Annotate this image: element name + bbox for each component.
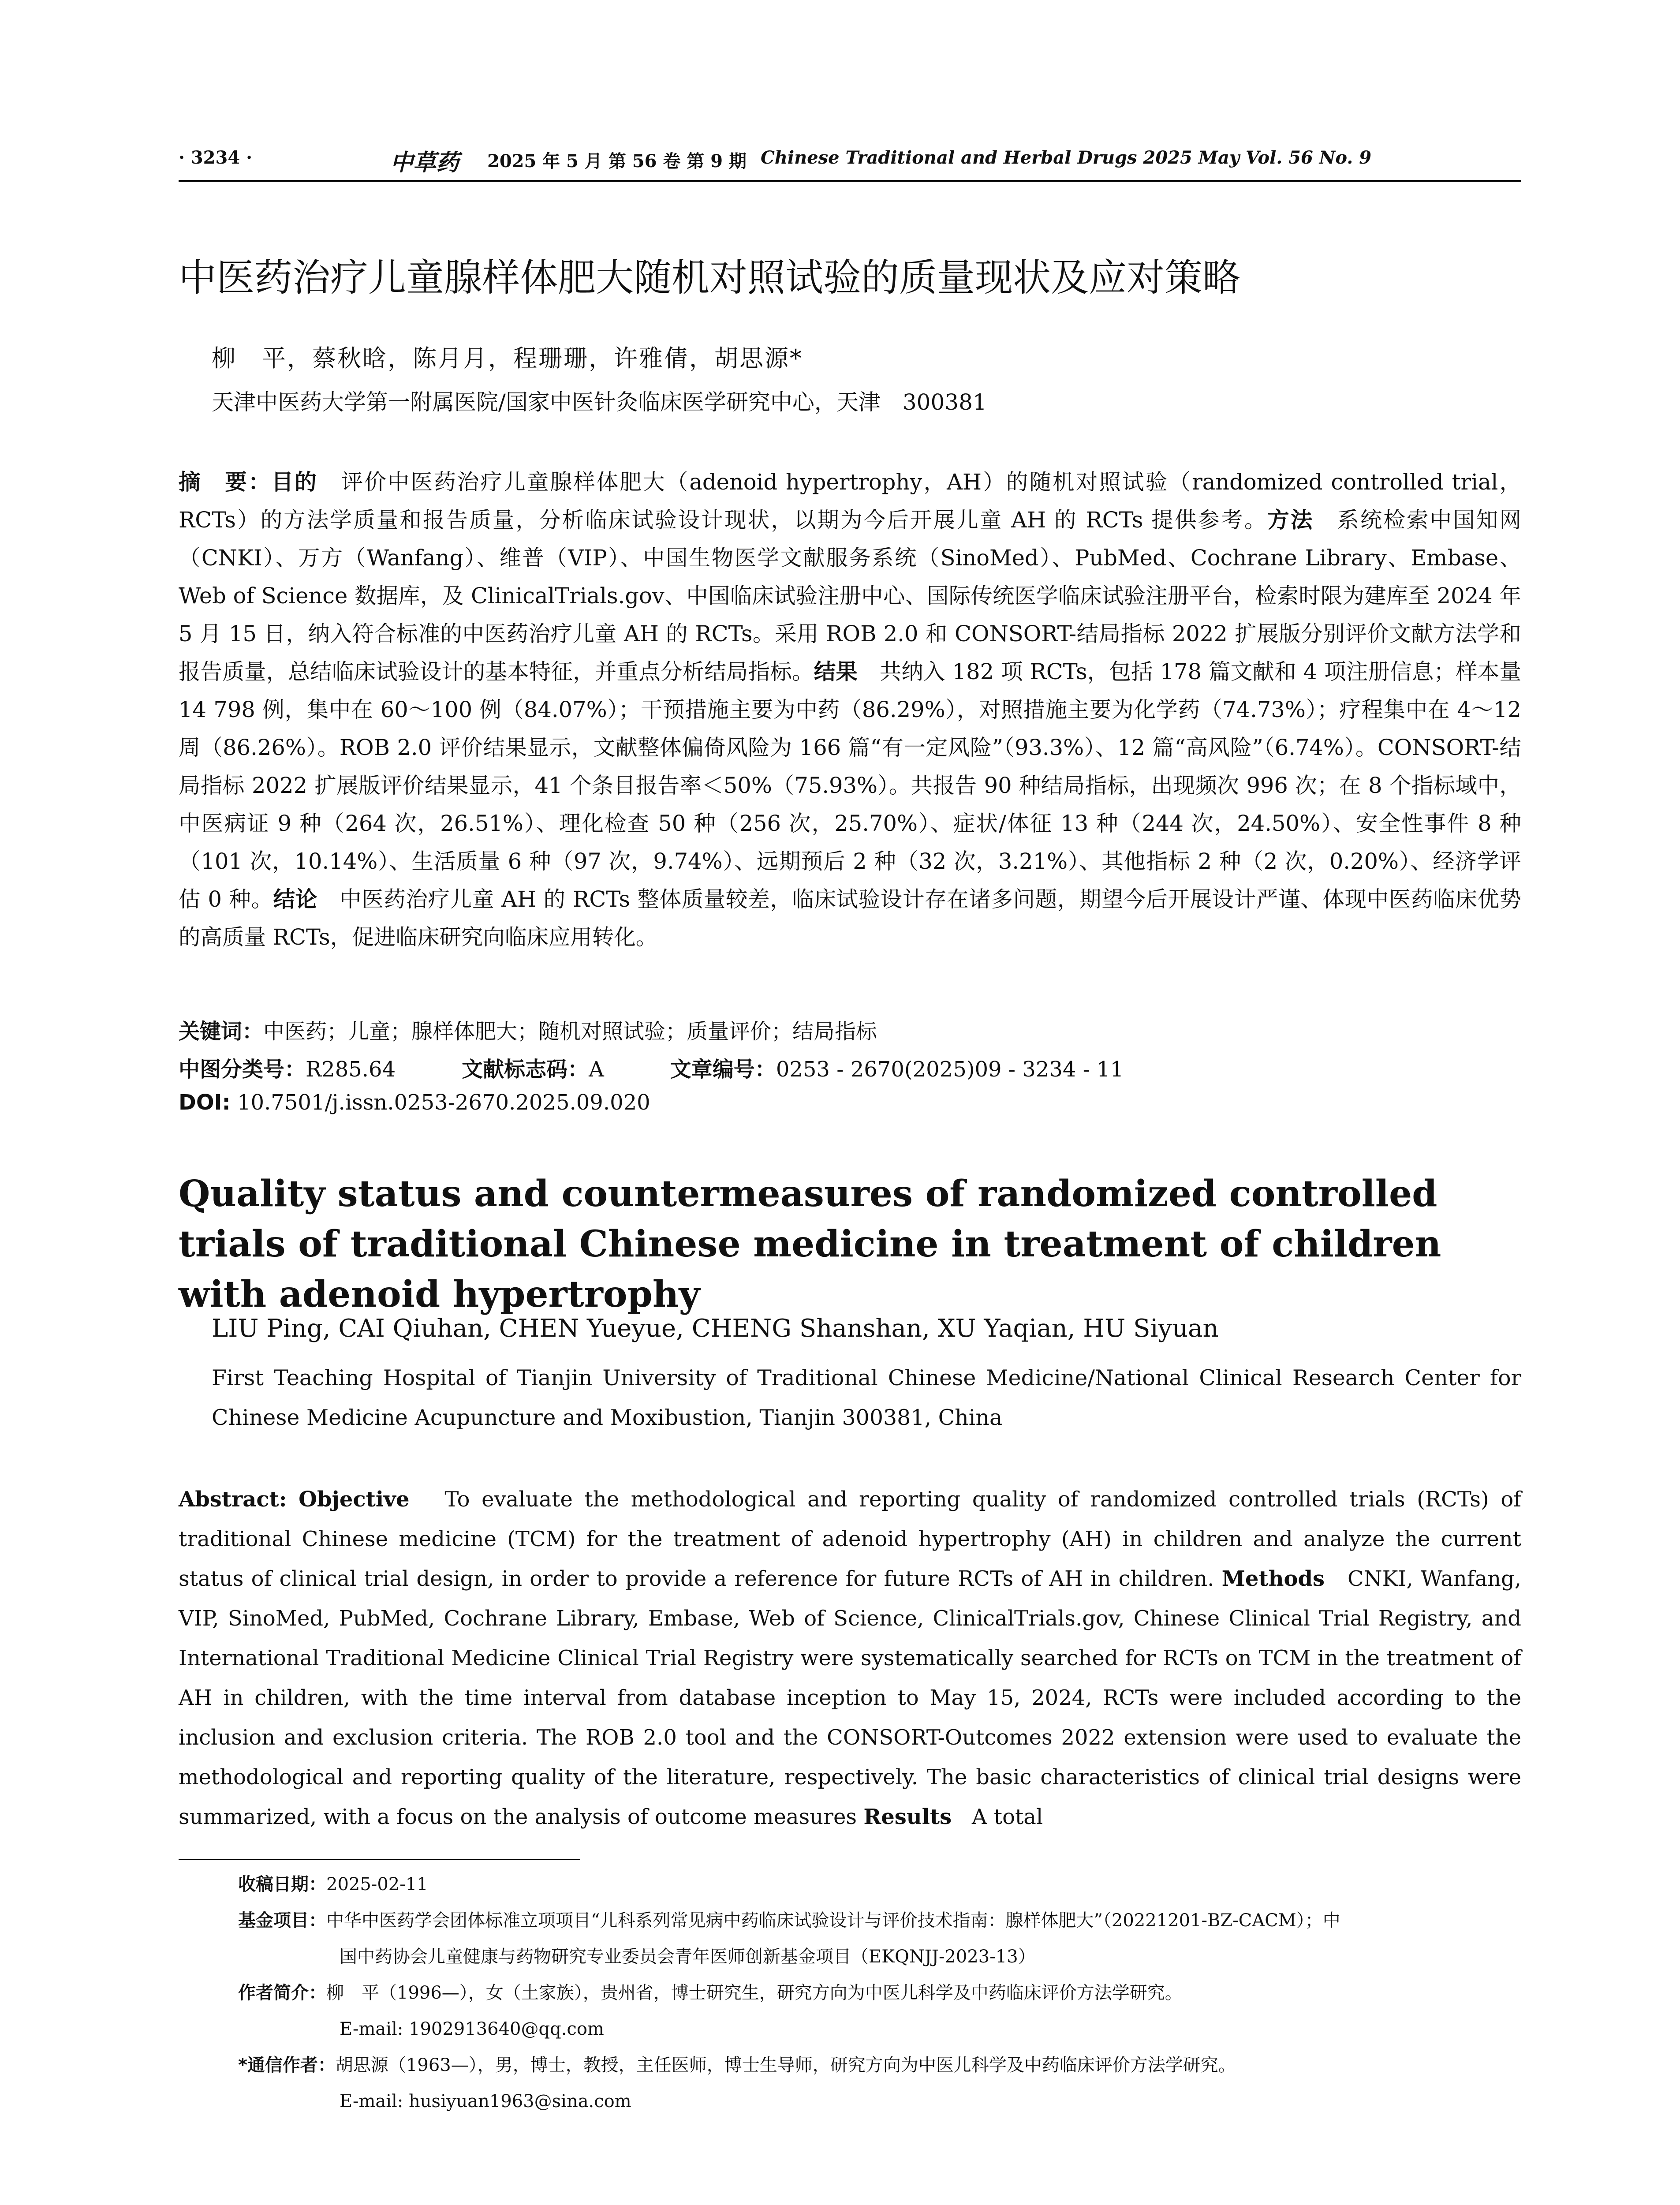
conclusion-label: 结论 (273, 886, 317, 912)
doi-value: 10.7501/j.issn.0253-2670.2025.09.020 (237, 1090, 650, 1115)
chinese-affiliation: 天津中医药大学第一附属医院/国家中医针灸临床医学研究中心，天津 300381 (212, 389, 987, 415)
english-affiliation: First Teaching Hospital of Tianjin University of Traditional Chinese Medicine/National Clinical Research Center for Chinese Medicine Acupuncture and Moxibustion, Tianjin 300381, China (212, 1365, 1521, 1430)
english-abstract (179, 1480, 1521, 1837)
results-text: 共纳入 182 项 RCTs，包括 178 篇文献和 4 项注册信息；样本量 14 798 例，集中在 60～100 例（84.07%）；干预措施主要为中药（86.29%），对照措施主要为化学药（74.73%）；疗程集中在 4～12 周（86.26%）。ROB 2.0 评价结果显示，文献整体偏倚风险为 166 篇“有一定风险”（93.3%）、12 篇“高风险”（6.74%）。CONSORT-结局指标 2022 扩展版评价结果显示，41 个条目报告率＜50%（75.93%）。共报告 90 种结局指标，出现频次 996 次；在 8 个指标域中，中医病证 9 种（264 次，26.51%）、理化检查 50 种（256 次，25.70%）、症状/体征 13 种（244 次，24.50%）、安全性事件 8 种（101 次，10.14%）、生活质量 6 种（97 次，9.74%）、远期预后 2 种（32 次，3.21%）、其他指标 2 种（2 次，0.20%）、经济学评估 0 种。 (179, 659, 1522, 912)
classification-line (179, 1052, 1124, 1083)
author-bio (238, 1975, 1521, 2047)
doc-code-label: 文献标志码： (462, 1057, 589, 1082)
issue-info-cn: 2025 年 5 月 第 56 卷 第 9 期 (487, 151, 747, 172)
author-text: 柳 平（1996—），女（土家族），贵州省，博士研究生，研究方向为中医儿科学及中药临床评价方法学研究。 (326, 1983, 1183, 2003)
author-label: 作者简介： (238, 1983, 326, 2003)
received-value: 2025-02-11 (326, 1874, 428, 1895)
journal-name-cn: 中草药 (390, 149, 459, 176)
keywords-label: 关键词： (179, 1019, 264, 1044)
en-results-text: A total (971, 1805, 1043, 1829)
footnote-divider (179, 1859, 580, 1860)
corr-text: 胡思源（1963—），男，博士，教授，主任医师，博士生导师，研究方向为中医儿科学及中药临床评价方法学研究。 (335, 2055, 1236, 2075)
abstract-label: 摘 要： (179, 469, 272, 495)
received-label: 收稿日期： (238, 1874, 326, 1895)
running-header (179, 140, 1521, 182)
fund-line-1: 中华中医药学会团体标准立项项目“儿科系列常见病中药临床试验设计与评价技术指南：腺样体肥大”（20221201-BZ-CACM）；中 (326, 1910, 1340, 1931)
results-label: 结果 (814, 659, 858, 684)
en-results-label: Results (863, 1805, 952, 1829)
keywords-line (179, 1014, 877, 1045)
journal-name-en: Chinese Traditional and Herbal Drugs 2025 May Vol. 56 No. 9 (761, 147, 1372, 168)
article-number-value: 0253 - 2670(2025)09 - 3234 - 11 (776, 1057, 1124, 1082)
fund-info (238, 1902, 1521, 1975)
en-objective-label: Objective (299, 1487, 410, 1512)
keywords-text: 中医药；儿童；腺样体肥大；随机对照试验；质量评价；结局指标 (263, 1019, 877, 1044)
doi-line (179, 1090, 650, 1115)
doi-label: DOI: (179, 1090, 231, 1115)
doc-code-value: A (589, 1057, 604, 1082)
footnotes (238, 1866, 1521, 2119)
chinese-title: 中医药治疗儿童腺样体肥大随机对照试验的质量现状及应对策略 (179, 256, 1240, 300)
chinese-authors: 柳 平，蔡秋晗，陈月月，程珊珊，许雅倩，胡思源* (212, 344, 803, 372)
clc-label: 中图分类号： (179, 1057, 306, 1082)
corr-label: *通信作者： (238, 2055, 336, 2075)
methods-label: 方法 (1267, 507, 1314, 533)
corr-email: E-mail: husiyuan1963@sina.com (340, 2091, 631, 2112)
page-number: · 3234 · (179, 147, 253, 168)
en-methods-label: Methods (1221, 1566, 1325, 1591)
en-abstract-label: Abstract: (179, 1487, 287, 1512)
corresponding-author (238, 2047, 1521, 2119)
english-authors: LIU Ping, CAI Qiuhan, CHEN Yueyue, CHENG Shanshan, XU Yaqian, HU Siyuan (212, 1314, 1219, 1343)
english-title: Quality status and countermeasures of randomized controlled trials of traditional Chinese medicine in treatment of children with adenoid hypertrophy (179, 1173, 1441, 1316)
objective-text: 评价中医药治疗儿童腺样体肥大（adenoid hypertrophy，AH）的随机对照试验（randomized controlled trial，RCTs）的方法学质量和报告质量，分析临床试验设计现状，以期为今后开展儿童 AH 的 RCTs 提供参考。 (179, 469, 1522, 533)
objective-label: 目的 (271, 469, 318, 495)
en-objective-text: To evaluate the methodological and reporting quality of randomized controlled trials (RCTs) of traditional Chinese medicine (TCM) for the treatment of adenoid hypertrophy (AH) in children and analyze the current status of clinical trial design, in order to provide a reference for future RCTs of AH in children. (179, 1487, 1521, 1591)
received-date (238, 1866, 1521, 1902)
fund-label: 基金项目： (238, 1910, 326, 1931)
conclusion-text: 中医药治疗儿童 AH 的 RCTs 整体质量较差，临床试验设计存在诸多问题，期望今后开展设计严谨、体现中医药临床优势的高质量 RCTs，促进临床研究向临床应用转化。 (179, 886, 1522, 950)
clc-value: R285.64 (306, 1057, 396, 1082)
author-email: E-mail: 1902913640@qq.com (340, 2019, 604, 2039)
methods-text: 系统检索中国知网（CNKI）、万方（Wanfang）、维普（VIP）、中国生物医学文献服务系统（SinoMed）、PubMed、Cochrane Library、Embase、Web of Science 数据库，及 ClinicalTrials.gov、中国临床试验注册中心、国际传统医学临床试验注册平台，检索时限为建库至 2024 年 5 月 15 日，纳入符合标准的中医药治疗儿童 AH 的 RCTs。采用 ROB 2.0 和 CONSORT-结局指标 2022 扩展版分别评价文献方法学和报告质量，总结临床试验设计的基本特征，并重点分析结局指标。 (179, 507, 1522, 684)
chinese-abstract (179, 463, 1521, 956)
fund-line-2: 国中药协会儿童健康与药物研究专业委员会青年医师创新基金项目（EKQNJJ-2023-13） (340, 1947, 1036, 1967)
article-number-label: 文章编号： (670, 1057, 776, 1082)
en-methods-text: CNKI, Wanfang, VIP, SinoMed, PubMed, Cochrane Library, Embase, Web of Science, ClinicalTrials.gov, Chinese Clinical Trial Registry, and International Traditional Medicine Clinical Trial Registry were systematically searched for RCTs on TCM in the treatment of AH in children, with the time interval from database inception to May 15, 2024, RCTs were included according to the inclusion and exclusion criteria. The ROB 2.0 tool and the CONSORT-Outcomes 2022 extension were used to evaluate the methodological and reporting quality of the literature, respectively. The basic characteristics of clinical trial designs were summarized, with a focus on the analysis of outcome measures (179, 1566, 1522, 1829)
